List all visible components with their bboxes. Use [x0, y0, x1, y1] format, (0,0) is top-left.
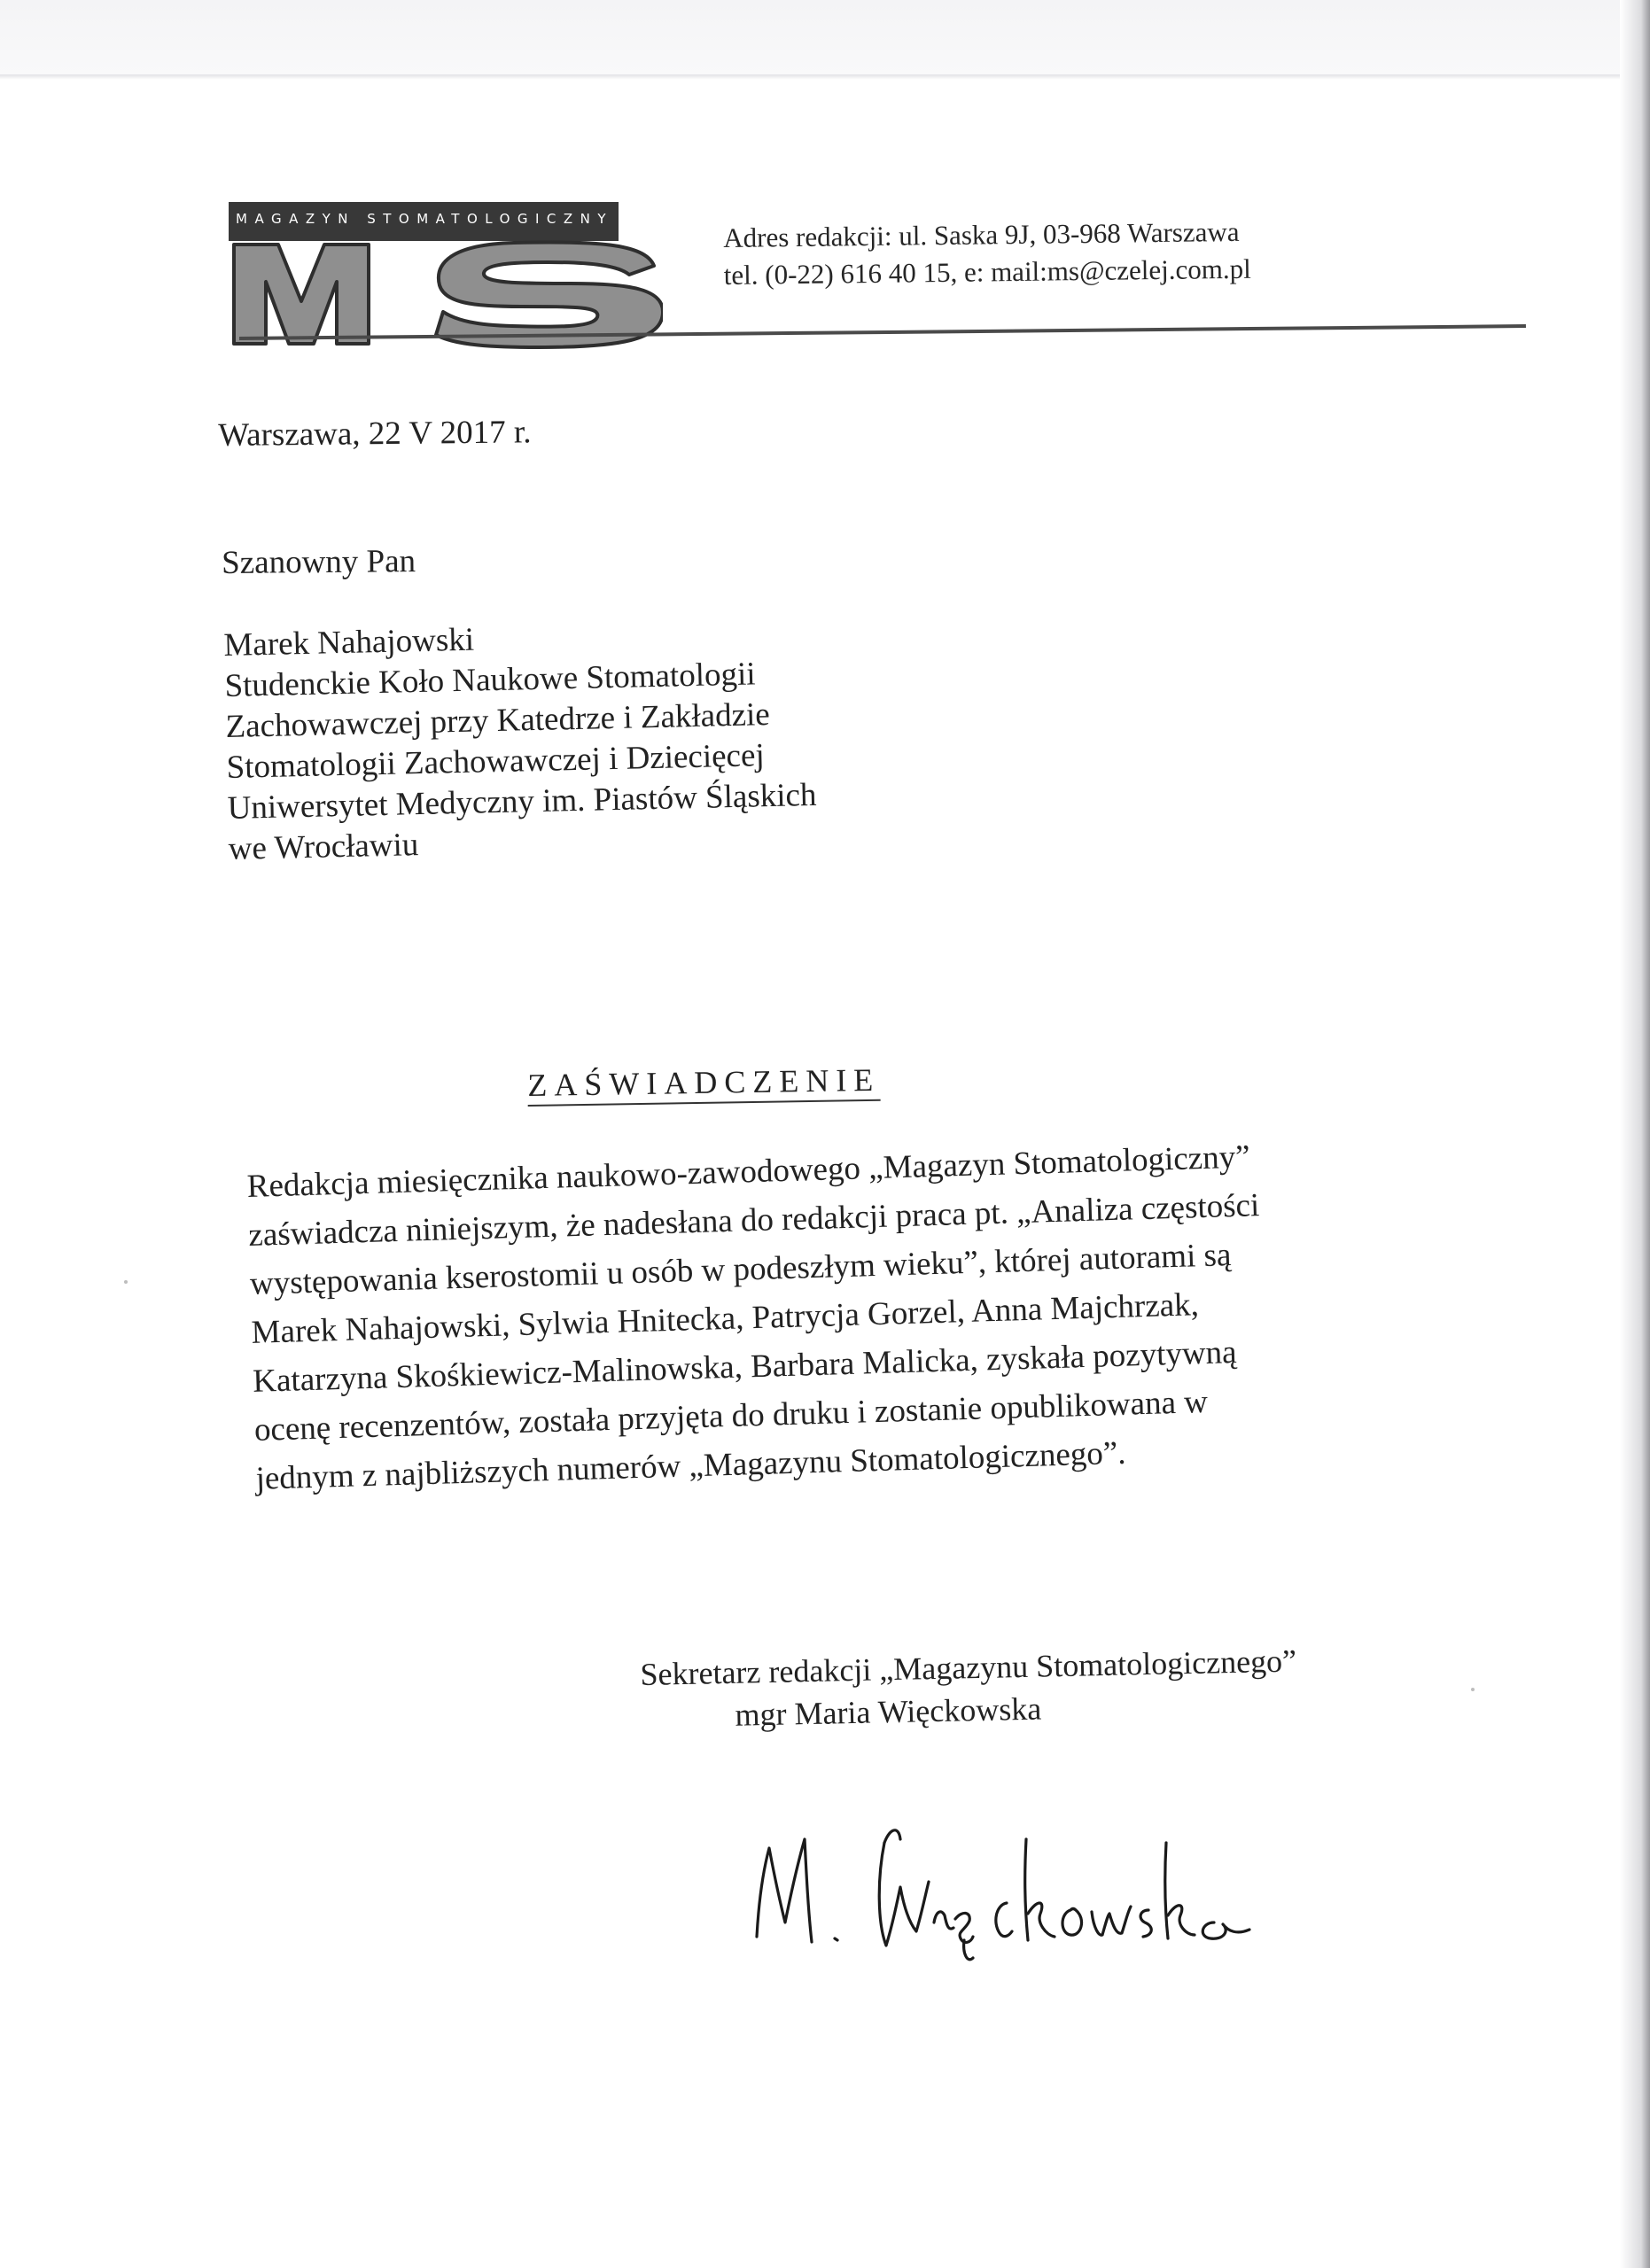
recipient-line: we Wrocławiu — [228, 827, 419, 867]
address-line: Adres redakcji: ul. Saska 9J, 03-968 Warszawa — [723, 215, 1240, 253]
contact-line: tel. (0-22) 616 40 15, e: mail:ms@czelej.com.pl — [723, 252, 1251, 291]
scan-speck — [1471, 1688, 1475, 1691]
body-line: zaświadcza niniejszym, że nadesłana do redakcji praca pt. „Analiza częstości — [247, 1187, 1260, 1254]
body-line: Katarzyna Skośkiewicz-Malinowska, Barbara Malicka, zyskała pozytywną — [252, 1333, 1238, 1400]
letter-date: Warszawa, 22 V 2017 r. — [218, 414, 532, 454]
salutation: Szanowny Pan — [222, 543, 416, 581]
certificate-body — [246, 1132, 1267, 1503]
body-line: Redakcja miesięcznika naukowo-zawodowego „Magazyn Stomatologiczny” — [246, 1138, 1251, 1205]
recipient-block — [223, 612, 818, 870]
scan-right-edge — [1620, 0, 1650, 2268]
handwritten-signature — [744, 1790, 1258, 1984]
recipient-line: Studenckie Koło Naukowe Stomatologii — [224, 656, 756, 704]
magazine-logo — [229, 202, 663, 353]
recipient-line: Uniwersytet Medyczny im. Piastów Śląskich — [227, 776, 817, 827]
signatory-role: Sekretarz redakcji „Magazynu Stomatologicznego” — [640, 1643, 1297, 1692]
signatory-name: mgr Maria Więckowska — [735, 1690, 1042, 1733]
recipient-line: Marek Nahajowski — [223, 621, 475, 664]
body-line: występowania kserostomii u osób w podeszłym wieku”, której autorami są — [249, 1237, 1232, 1302]
body-line: ocenę recenzentów, została przyjęta do druku i zostanie opublikowana w — [253, 1383, 1209, 1449]
body-line: jednym z najbliższych numerów „Magazynu Stomatologicznego”. — [254, 1434, 1127, 1497]
body-line: Marek Nahajowski, Sylwia Hnitecka, Patrycja Gorzel, Anna Majchrzak, — [251, 1286, 1200, 1351]
scan-speck — [124, 1280, 128, 1284]
document-title-text: ZAŚWIADCZENIE — [527, 1062, 881, 1107]
signatory-block — [640, 1639, 1298, 1737]
scan-top-edge — [0, 0, 1650, 74]
recipient-line: Zachowawczej przy Katedrze i Zakładzie — [225, 696, 771, 745]
paper-edge-shadow — [0, 74, 1650, 80]
recipient-line: Stomatologii Zachowawczej i Dziecięcej — [226, 737, 766, 786]
editorial-address — [723, 214, 1251, 294]
magazine-name: MAGAZYN STOMATOLOGICZNY — [236, 211, 614, 227]
document-title — [527, 1061, 881, 1104]
